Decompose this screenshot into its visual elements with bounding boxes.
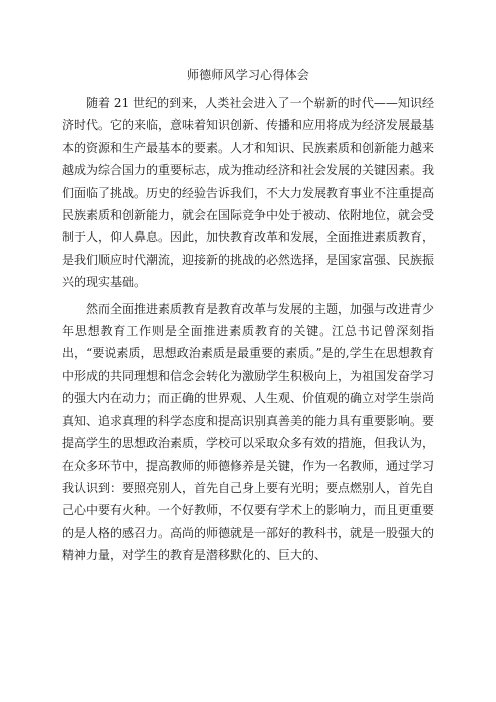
document-title: 师德师风学习心得体会 xyxy=(186,68,309,82)
paragraph-quality-education: 然而全面推进素质教育是教育改革与发展的主题，加强与改进青少年思想教育工作则是全面推进素质教育的关键。江总书记曾深刻指出，“要说素质，思想政治素质是最重要的素质。”是的,学生在思想教育中形成的共同理想和信念会转化为激励学生积极向上，为祖国发奋学习的强大内在动力；而正确的世界观、人生观、价值观的确立对学生崇尚真知、追求真理的科学态度和提高识别真善美的能力具有重要影响。要提高学生的思想政治素质，学校可以采取众多有效的措施，但我认为，在众多环节中，提高教师的师德修养是关键，作为一名教师，通过学习我认识到：要照亮别人，首先自己身上要有光明；要点燃别人，首先自己心中要有火种。一个好教师，不仅要有学术上的影响力，而且更重要的是人格的感召力。高尚的师德就是一部好的教科书，就是一股强大的精神力量，对学生的教育是潜移默化的、巨大的、 xyxy=(62,301,435,563)
paragraph-intro: 随着 21 世纪的到来，人类社会进入了一个崭新的时代——知识经济时代。它的来临，意味着知识创新、传播和应用将成为经济发展最基本的资源和生产最基本的要素。人才和知识、民族素质和创新能力越来越成为综合国力的重要标志，成为推动经济和社会发展的关键因素。我们面临了挑战。历史的经验告诉我们，不大力发展教育事业不注重提高民族素质和创新能力，就会在国际竞争中处于被动、依附地位，就会受制于人，仰人鼻息。因此，加快教育改革和发展，全面推进素质教育，是我们顺应时代潮流，迎接新的挑战的必然选择，是国家富强、民族振兴的现实基础。 xyxy=(62,96,435,290)
document-body xyxy=(62,92,434,567)
